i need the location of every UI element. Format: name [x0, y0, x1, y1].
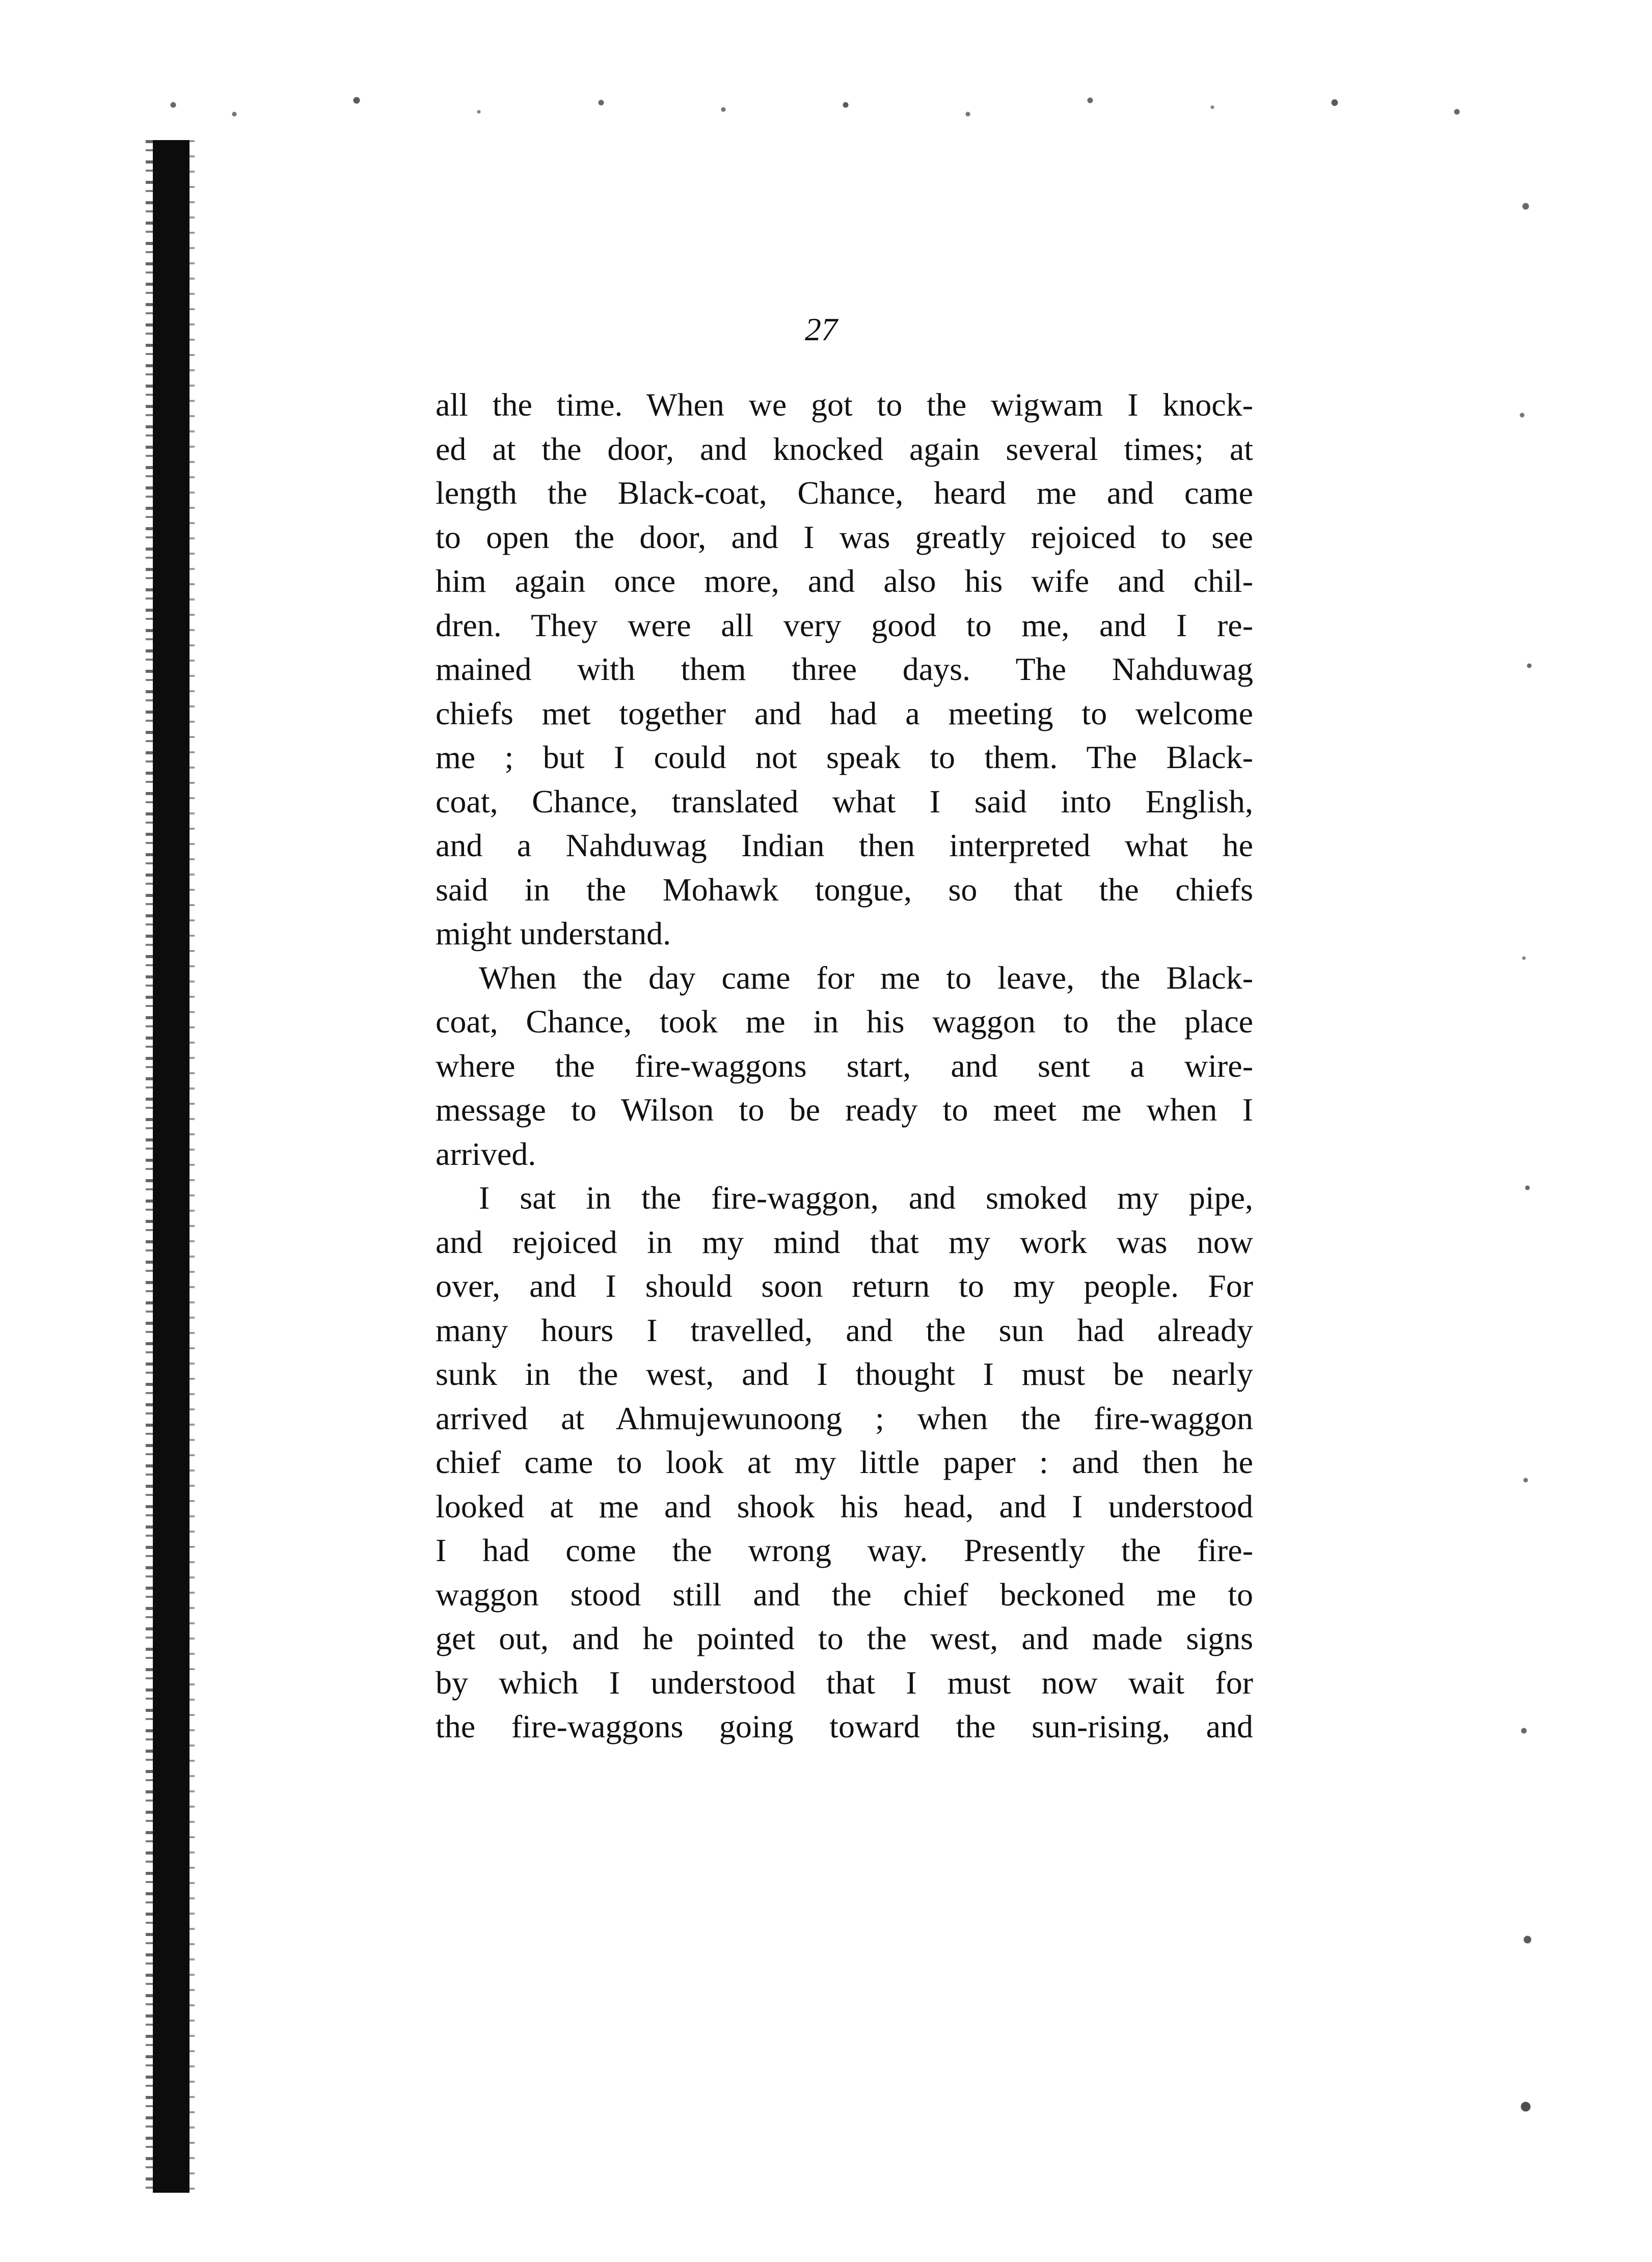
- text-line: waggon stood still and the chief beckoned me to: [436, 1576, 1253, 1613]
- text-line: by which I understood that I must now wait for: [436, 1664, 1253, 1701]
- text-line: might understand.: [436, 915, 671, 951]
- text-line: coat, Chance, translated what I said into English,: [436, 783, 1253, 820]
- binding-edge-shadow: [153, 140, 189, 2193]
- text-line: and rejoiced in my mind that my work was now: [436, 1223, 1253, 1260]
- text-line: message to Wilson to be ready to meet me when I: [436, 1092, 1253, 1128]
- text-line: sunk in the west, and I thought I must be nearly: [436, 1356, 1253, 1392]
- text-line: many hours I travelled, and the sun had already: [436, 1312, 1253, 1348]
- text-line: arrived at Ahmujewunoong ; when the fire-waggon: [436, 1400, 1253, 1436]
- text-line: get out, and he pointed to the west, and made signs: [436, 1620, 1253, 1656]
- text-line: chiefs met together and had a meeting to welcome: [436, 695, 1253, 731]
- text-line: over, and I should soon return to my people. For: [436, 1268, 1253, 1304]
- text-line: length the Black-coat, Chance, heard me and came: [436, 475, 1253, 511]
- text-line: chief came to look at my little paper : and then he: [436, 1444, 1253, 1480]
- text-line: and a Nahduwag Indian then interpreted what he: [436, 827, 1253, 863]
- text-line: where the fire-waggons start, and sent a wire-: [436, 1047, 1253, 1084]
- page-number: 27: [805, 311, 837, 347]
- text-line: arrived.: [436, 1135, 536, 1172]
- text-line: I sat in the fire-waggon, and smoked my pipe,: [479, 1180, 1253, 1216]
- text-line: the fire-waggons going toward the sun-rising, and: [436, 1708, 1253, 1745]
- text-line: to open the door, and I was greatly rejoiced to see: [436, 519, 1253, 555]
- text-line: me ; but I could not speak to them. The Black-: [436, 739, 1253, 775]
- text-line: coat, Chance, took me in his waggon to the place: [436, 1003, 1253, 1040]
- text-line: all the time. When we got to the wigwam I knock-: [436, 387, 1253, 423]
- text-line: said in the Mohawk tongue, so that the chiefs: [436, 871, 1253, 908]
- right-edge-speckle: [1508, 102, 1543, 2190]
- text-line: dren. They were all very good to me, and I re-: [436, 607, 1253, 643]
- body-text: [436, 383, 1253, 1749]
- text-line: him again once more, and also his wife and chil-: [436, 563, 1253, 599]
- text-line: When the day came for me to leave, the Black-: [479, 959, 1253, 996]
- top-edge-speckle: [20, 87, 1549, 132]
- text-line: ed at the door, and knocked again several times; at: [436, 430, 1253, 467]
- text-line: I had come the wrong way. Presently the fire-: [436, 1532, 1253, 1568]
- text-line: mained with them three days. The Nahduwag: [436, 651, 1253, 687]
- text-line: looked at me and shook his head, and I understood: [436, 1488, 1253, 1524]
